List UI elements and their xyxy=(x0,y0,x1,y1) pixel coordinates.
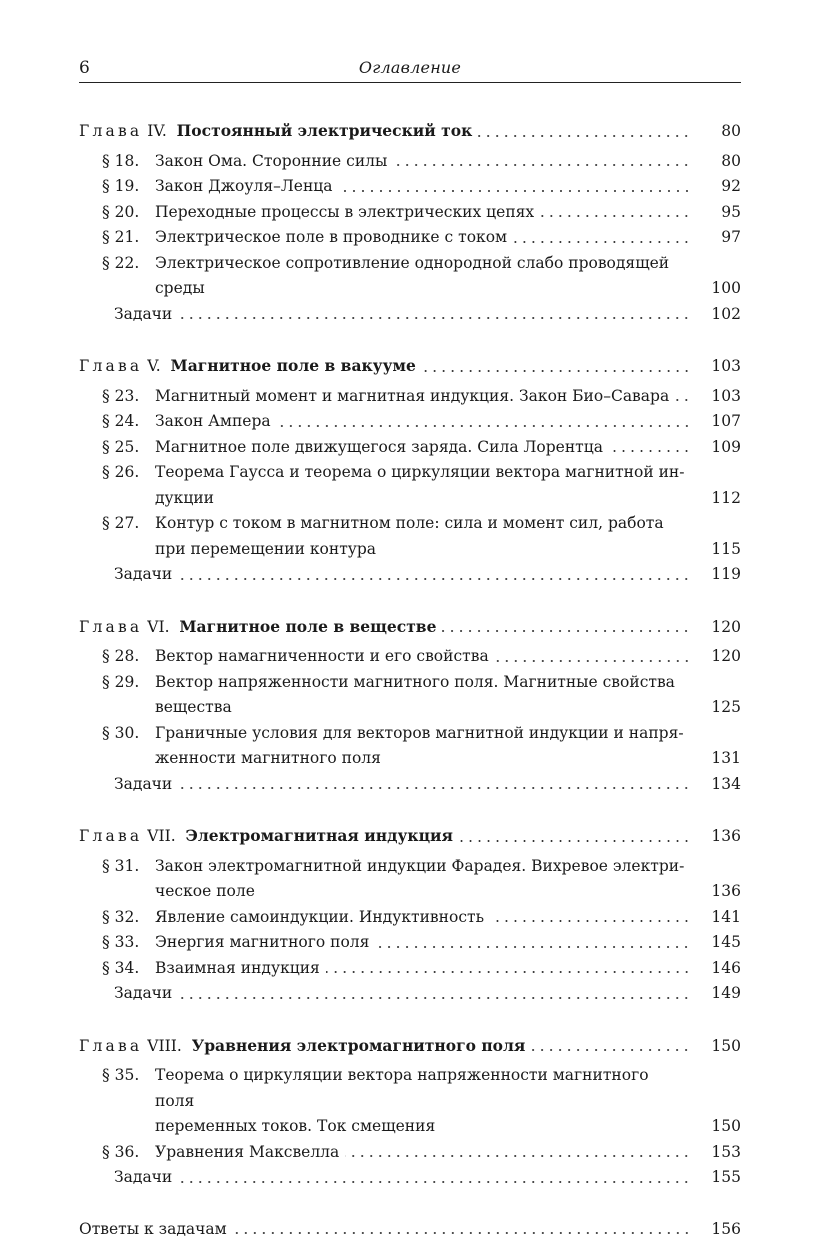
section-title-line: Явление самоиндукции. Индуктивность xyxy=(155,908,484,926)
section-title-line: Переходные процессы в электрических цепях xyxy=(155,203,534,221)
section-symbol: § 23. xyxy=(102,384,154,410)
section-symbol: § 34. xyxy=(102,956,154,982)
section-entry[interactable] xyxy=(79,225,741,251)
answers-label xyxy=(79,1217,741,1242)
section-symbol: § 19. xyxy=(102,174,154,200)
section-entry[interactable] xyxy=(79,409,741,435)
running-title: Оглавление xyxy=(79,58,741,77)
section-page: 107 xyxy=(697,409,741,435)
chapter-title: Магнитное поле в веществе xyxy=(179,617,436,636)
section-title-line: Закон Ампера xyxy=(155,412,271,430)
section-entry[interactable] xyxy=(79,721,741,772)
section-entry[interactable] xyxy=(79,854,741,905)
chapter-label: Глава xyxy=(79,1037,142,1055)
tasks-page: 149 xyxy=(697,981,741,1007)
tasks-page: 119 xyxy=(697,562,741,588)
section-title-line: Взаимная индукция xyxy=(155,959,320,977)
section-page: 146 xyxy=(697,956,741,982)
section-page: 120 xyxy=(697,644,741,670)
chapter-title: Магнитное поле в вакууме xyxy=(171,356,416,375)
section-page: 92 xyxy=(697,174,741,200)
section-entry[interactable] xyxy=(79,435,741,461)
section-title-line: Электрическое поле в проводнике с током xyxy=(155,228,507,246)
section-title-line: Энергия магнитного поля xyxy=(155,933,369,951)
section-title-line-2: дукции xyxy=(155,486,691,512)
chapter-heading-text xyxy=(79,614,741,641)
chapter-page: 80 xyxy=(697,119,741,145)
section-title-line-2: женности магнитного поля xyxy=(155,746,691,772)
section-entry[interactable] xyxy=(79,956,741,982)
section-title xyxy=(79,251,741,302)
answers-page: 156 xyxy=(697,1217,741,1242)
dot-leader xyxy=(326,971,691,973)
section-entry[interactable] xyxy=(79,1063,741,1140)
chapter-label: Глава xyxy=(79,122,142,140)
section-title-line-2: ческое поле xyxy=(155,879,691,905)
chapter-heading-text xyxy=(79,1033,741,1060)
dot-leader xyxy=(675,399,691,401)
tasks-label xyxy=(79,562,741,588)
dot-leader xyxy=(478,135,691,137)
section-entry[interactable] xyxy=(79,644,741,670)
section-page: 97 xyxy=(697,225,741,251)
section-symbol: § 28. xyxy=(102,644,154,670)
section-page: 131 xyxy=(697,746,741,772)
tasks-label-text: Задачи xyxy=(114,984,172,1002)
answers-entry[interactable] xyxy=(79,1217,741,1242)
dot-leader xyxy=(277,425,691,427)
section-page: 136 xyxy=(697,879,741,905)
dot-leader xyxy=(442,630,691,632)
tasks-page: 155 xyxy=(697,1165,741,1191)
page-number: 6 xyxy=(79,58,90,78)
chapter-numeral: V. xyxy=(147,357,160,375)
tasks-entry[interactable] xyxy=(79,1165,741,1191)
tasks-label-text: Задачи xyxy=(114,1168,172,1186)
section-title xyxy=(79,1140,741,1166)
toc-chapter xyxy=(79,614,741,798)
section-title xyxy=(79,670,741,721)
section-entry[interactable] xyxy=(79,1140,741,1166)
dot-leader xyxy=(178,317,691,319)
section-entry[interactable] xyxy=(79,930,741,956)
chapter-heading[interactable] xyxy=(79,823,741,850)
section-title xyxy=(79,854,741,905)
section-title-line-2: вещества xyxy=(155,695,691,721)
tasks-label xyxy=(79,302,741,328)
dot-leader xyxy=(178,578,691,580)
chapter-heading[interactable] xyxy=(79,614,741,641)
chapter-page: 136 xyxy=(697,824,741,850)
chapter-label: Глава xyxy=(79,357,142,375)
section-page: 100 xyxy=(697,276,741,302)
section-symbol: § 22. xyxy=(102,251,154,277)
section-entry[interactable] xyxy=(79,670,741,721)
dot-leader xyxy=(233,1232,691,1234)
chapter-heading[interactable] xyxy=(79,1033,741,1060)
tasks-label-text: Задачи xyxy=(114,775,172,793)
section-entry[interactable] xyxy=(79,149,741,175)
dot-leader xyxy=(178,787,691,789)
tasks-label xyxy=(79,981,741,1007)
section-title-line: Контур с током в магнитном поле: сила и момент сил, работа xyxy=(155,514,664,532)
tasks-entry[interactable] xyxy=(79,772,741,798)
dot-leader xyxy=(513,241,691,243)
section-page: 153 xyxy=(697,1140,741,1166)
section-title-line: Магнитный момент и магнитная индукция. Закон Био–Савара xyxy=(155,387,669,405)
chapter-page: 150 xyxy=(697,1034,741,1060)
dot-leader xyxy=(609,450,691,452)
chapter-numeral: VIII. xyxy=(147,1037,182,1055)
section-page: 109 xyxy=(697,435,741,461)
section-page: 80 xyxy=(697,149,741,175)
toc-chapter xyxy=(79,118,741,327)
section-symbol: § 36. xyxy=(102,1140,154,1166)
section-title xyxy=(79,435,741,461)
section-symbol: § 32. xyxy=(102,905,154,931)
section-symbol: § 21. xyxy=(102,225,154,251)
dot-leader xyxy=(490,920,691,922)
dot-leader xyxy=(422,370,691,372)
section-page: 95 xyxy=(697,200,741,226)
dot-leader xyxy=(178,1181,691,1183)
section-title-line-2: переменных токов. Ток смещения xyxy=(155,1114,691,1140)
section-symbol: § 31. xyxy=(102,854,154,880)
section-page: 145 xyxy=(697,930,741,956)
section-entry[interactable] xyxy=(79,200,741,226)
section-title xyxy=(79,956,741,982)
tasks-page: 134 xyxy=(697,772,741,798)
section-entry[interactable] xyxy=(79,251,741,302)
dot-leader xyxy=(178,997,691,999)
section-title xyxy=(79,905,741,931)
chapter-title: Уравнения электромагнитного поля xyxy=(192,1036,526,1055)
section-title xyxy=(79,511,741,562)
section-title-line: Граничные условия для векторов магнитной индукции и напря- xyxy=(155,724,684,742)
section-symbol: § 18. xyxy=(102,149,154,175)
section-entry[interactable] xyxy=(79,384,741,410)
section-symbol: § 25. xyxy=(102,435,154,461)
chapter-numeral: IV. xyxy=(147,122,167,140)
section-page: 103 xyxy=(697,384,741,410)
tasks-label-text: Задачи xyxy=(114,305,172,323)
tasks-page: 102 xyxy=(697,302,741,328)
section-page: 150 xyxy=(697,1114,741,1140)
section-symbol: § 35. xyxy=(102,1063,154,1089)
section-page: 112 xyxy=(697,486,741,512)
toc-chapter xyxy=(79,823,741,1007)
dot-leader xyxy=(459,840,691,842)
chapter-heading-text xyxy=(79,823,741,850)
chapter-heading-text xyxy=(79,118,741,145)
dot-leader xyxy=(345,1155,691,1157)
answers-label-text: Ответы к задачам xyxy=(79,1220,227,1238)
tasks-entry[interactable] xyxy=(79,562,741,588)
page-header xyxy=(79,58,741,83)
section-title xyxy=(79,460,741,511)
section-symbol: § 26. xyxy=(102,460,154,486)
chapter-page: 120 xyxy=(697,615,741,641)
tasks-entry[interactable] xyxy=(79,302,741,328)
section-page: 115 xyxy=(697,537,741,563)
dot-leader xyxy=(540,215,691,217)
chapter-numeral: VII. xyxy=(147,827,175,845)
section-page: 125 xyxy=(697,695,741,721)
section-symbol: § 29. xyxy=(102,670,154,696)
section-title xyxy=(79,721,741,772)
chapter-title: Постоянный электрический ток xyxy=(177,121,473,140)
section-page: 141 xyxy=(697,905,741,931)
section-title-line: Вектор намагниченности и его свойства xyxy=(155,647,489,665)
chapter-label: Глава xyxy=(79,827,142,845)
chapter-heading-text xyxy=(79,353,741,380)
section-title-line: Электрическое сопротивление однородной слабо проводящей xyxy=(155,254,669,272)
section-title xyxy=(79,174,741,200)
section-entry[interactable] xyxy=(79,174,741,200)
section-title-line-2: при перемещении контура xyxy=(155,537,691,563)
tasks-label-text: Задачи xyxy=(114,565,172,583)
section-title-line-2: среды xyxy=(155,276,691,302)
dot-leader xyxy=(339,190,691,192)
dot-leader xyxy=(393,164,691,166)
section-title-line: Теорема о циркуляции вектора напряженности магнитного поля xyxy=(155,1066,649,1110)
dot-leader xyxy=(375,946,691,948)
section-title-line: Теорема Гаусса и теорема о циркуляции вектора магнитной ин- xyxy=(155,463,685,481)
section-symbol: § 24. xyxy=(102,409,154,435)
section-title-line: Закон Ома. Сторонние силы xyxy=(155,152,387,170)
tasks-label xyxy=(79,772,741,798)
chapter-title: Электромагнитная индукция xyxy=(186,826,453,845)
section-title xyxy=(79,149,741,175)
section-title-line: Вектор напряженности магнитного поля. Магнитные свойства xyxy=(155,673,675,691)
section-title xyxy=(79,644,741,670)
toc-chapter xyxy=(79,353,741,588)
section-title-line: Закон электромагнитной индукции Фарадея. Вихревое электри- xyxy=(155,857,684,875)
section-symbol: § 30. xyxy=(102,721,154,747)
section-title xyxy=(79,930,741,956)
toc-chapter xyxy=(79,1033,741,1191)
section-title-line: Уравнения Максвелла xyxy=(155,1143,339,1161)
dot-leader xyxy=(531,1049,691,1051)
table-of-contents xyxy=(79,118,741,1242)
section-title-line: Магнитное поле движущегося заряда. Сила Лорентца xyxy=(155,438,603,456)
section-title-line: Закон Джоуля–Ленца xyxy=(155,177,333,195)
chapter-heading[interactable] xyxy=(79,118,741,145)
section-title xyxy=(79,409,741,435)
section-title xyxy=(79,1063,741,1140)
chapter-label: Глава xyxy=(79,618,142,636)
tasks-entry[interactable] xyxy=(79,981,741,1007)
section-symbol: § 27. xyxy=(102,511,154,537)
section-entry[interactable] xyxy=(79,460,741,511)
chapter-page: 103 xyxy=(697,354,741,380)
chapter-numeral: VI. xyxy=(147,618,169,636)
section-entry[interactable] xyxy=(79,511,741,562)
chapter-heading[interactable] xyxy=(79,353,741,380)
dot-leader xyxy=(495,660,691,662)
section-entry[interactable] xyxy=(79,905,741,931)
tasks-label xyxy=(79,1165,741,1191)
section-title xyxy=(79,225,741,251)
section-title xyxy=(79,200,741,226)
section-title xyxy=(79,384,741,410)
section-symbol: § 20. xyxy=(102,200,154,226)
section-symbol: § 33. xyxy=(102,930,154,956)
